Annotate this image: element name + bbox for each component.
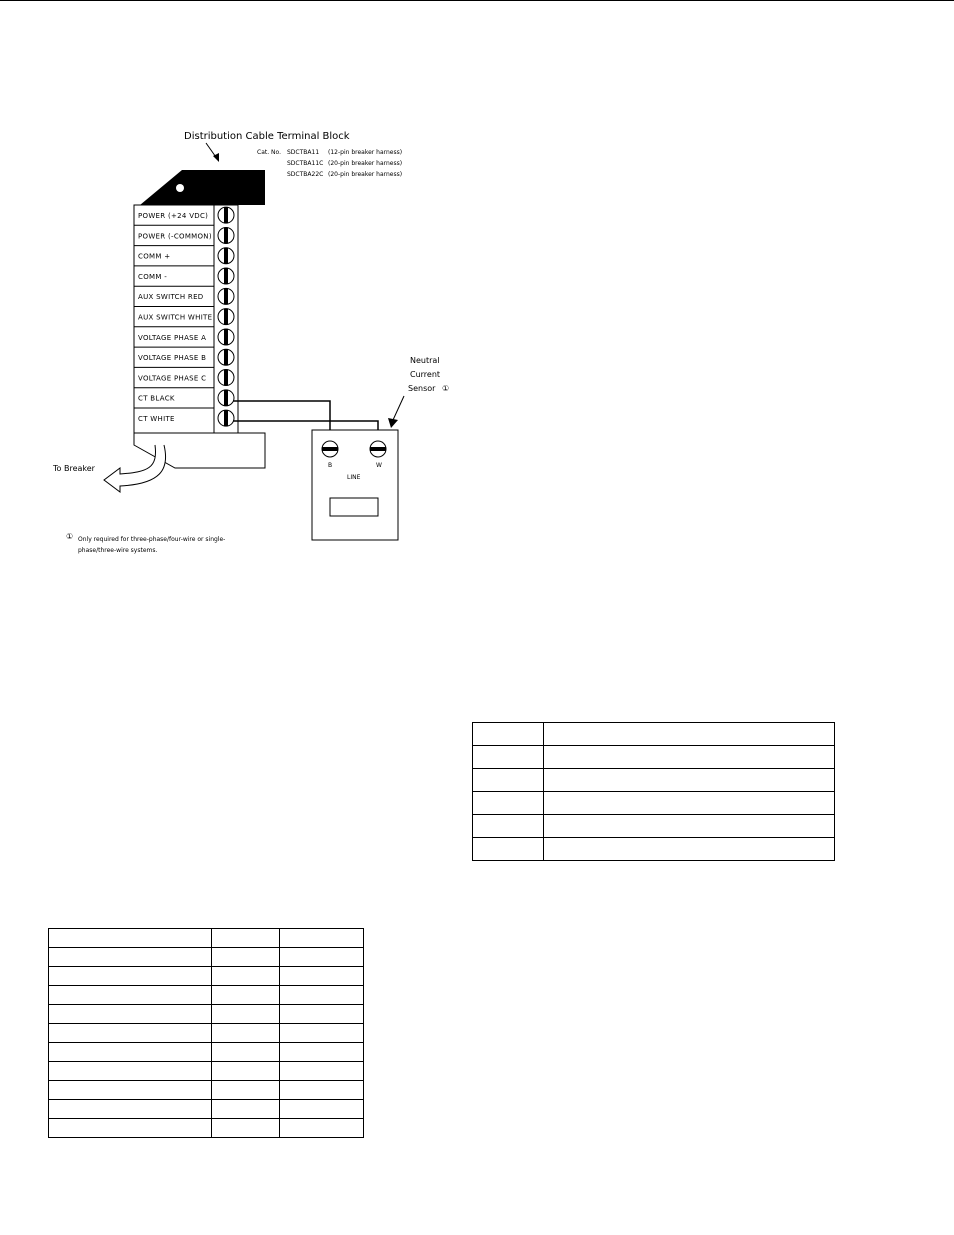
table-right-row (473, 838, 835, 861)
table-left-cell (212, 967, 280, 986)
to-breaker-arrow-icon (104, 445, 166, 492)
sensor-terminal-w-slot (370, 447, 386, 451)
table-right-row (473, 815, 835, 838)
table-left-row (49, 986, 364, 1005)
table-left-cell (280, 1081, 364, 1100)
table-left-cell (49, 1043, 212, 1062)
table-left-cell (212, 1043, 280, 1062)
terminal-label: CT BLACK (138, 394, 175, 403)
table-left-row (49, 1081, 364, 1100)
catalog-code-1: SDCTBA11 (287, 149, 320, 156)
table-right-cell (473, 792, 544, 815)
terminal-screw-slot (224, 268, 228, 284)
terminal-screw-slot (224, 248, 228, 264)
table-left-row (49, 1043, 364, 1062)
table-right-cell (544, 746, 835, 769)
wiring-diagram (0, 0, 954, 600)
table-left-cell (280, 929, 364, 948)
table-right-row (473, 723, 835, 746)
terminal-label: POWER (-COMMON) (138, 232, 212, 241)
terminal-label: AUX SWITCH WHITE (138, 313, 213, 322)
table-right-row (473, 769, 835, 792)
catalog-code-2: SDCTBA11C (287, 160, 324, 167)
table-left-cell (49, 1024, 212, 1043)
table-left-row (49, 967, 364, 986)
footnote-line2: phase/three-wire systems. (78, 547, 158, 554)
terminal-label: CT WHITE (138, 415, 175, 423)
terminal-screw-slot (224, 390, 228, 406)
table-left-row (49, 1024, 364, 1043)
terminal-screw-slot (224, 207, 228, 223)
table-right-cell (544, 815, 835, 838)
table-left-row (49, 1119, 364, 1138)
table-left-cell (49, 1119, 212, 1138)
footnote-marker: ① (66, 532, 74, 541)
table-left-cell (212, 1005, 280, 1024)
table-right-row (473, 792, 835, 815)
table-left-cell (212, 986, 280, 1005)
catalog-desc-3: (20-pin breaker harness) (328, 171, 403, 178)
catalog-desc-2: (20-pin breaker harness) (328, 160, 403, 167)
table-right-cell (544, 838, 835, 861)
table-left-cell (49, 929, 212, 948)
footnote-line1: Only required for three-phase/four-wire or single- (78, 536, 226, 543)
terminal-screw-slot (224, 227, 228, 243)
terminal-screw-slot (224, 370, 228, 386)
table-left-row (49, 948, 364, 967)
sensor-terminal-b-slot (322, 447, 338, 451)
table-left-row (49, 1100, 364, 1119)
terminal-label: VOLTAGE PHASE B (138, 354, 207, 363)
table-right-cell (473, 838, 544, 861)
table-left-cell (280, 1062, 364, 1081)
table-left-cell (280, 986, 364, 1005)
table-left-cell (280, 1100, 364, 1119)
terminal-label: AUX SWITCH RED (138, 293, 204, 302)
terminal-screw-slot (224, 349, 228, 365)
empty-table-right (472, 722, 835, 861)
table-left-cell (212, 948, 280, 967)
terminal-label: VOLTAGE PHASE A (138, 333, 207, 342)
to-breaker-label: To Breaker (53, 464, 95, 473)
table-left-cell (49, 1081, 212, 1100)
table-left-cell (280, 1043, 364, 1062)
catalog-desc-1: (12-pin breaker harness) (328, 149, 403, 156)
table-left-cell (212, 929, 280, 948)
table-left-cell (280, 1005, 364, 1024)
sensor-arrowhead (388, 418, 398, 428)
table-left-cell (49, 986, 212, 1005)
table-right-cell (473, 723, 544, 746)
sensor-label-line2: Current (410, 370, 441, 379)
table-left-cell (49, 948, 212, 967)
table-left-cell (212, 1081, 280, 1100)
empty-table-left (48, 928, 364, 1138)
cat-no-label: Cat. No. (257, 149, 281, 156)
table-left-row (49, 929, 364, 948)
table-left-cell (49, 967, 212, 986)
table-left-cell (212, 1024, 280, 1043)
table-left-cell (49, 1100, 212, 1119)
table-left-cell (280, 967, 364, 986)
diagram-title: Distribution Cable Terminal Block (184, 131, 350, 142)
terminal-label: COMM + (138, 252, 171, 261)
table-left-cell (212, 1100, 280, 1119)
sensor-label-line3: Sensor (408, 384, 436, 393)
terminal-block-cap (140, 170, 265, 205)
table-left-cell (49, 1062, 212, 1081)
table-left-cell (212, 1119, 280, 1138)
mounting-hole-icon (176, 184, 184, 192)
sensor-w-label: W (376, 462, 382, 469)
terminal-label: COMM - (138, 272, 168, 281)
table-right-cell (544, 769, 835, 792)
sensor-arrow (393, 396, 404, 420)
table-left-cell (280, 948, 364, 967)
sensor-line-label: LINE (347, 474, 361, 481)
sensor-footnote-marker: ① (442, 384, 450, 393)
sensor-window (330, 498, 378, 516)
catalog-code-3: SDCTBA22C (287, 171, 324, 178)
table-right-cell (473, 769, 544, 792)
terminal-screw-slot (224, 288, 228, 304)
table-left-row (49, 1005, 364, 1024)
table-right-cell (473, 815, 544, 838)
table-left-cell (212, 1062, 280, 1081)
table-left-cell (49, 1005, 212, 1024)
table-left-cell (280, 1024, 364, 1043)
sensor-label-line1: Neutral (410, 356, 440, 365)
table-left-row (49, 1062, 364, 1081)
table-right-cell (544, 792, 835, 815)
terminal-screw-slot (224, 329, 228, 345)
table-right-cell (473, 746, 544, 769)
table-left-cell (280, 1119, 364, 1138)
sensor-b-label: B (328, 462, 333, 469)
terminal-screw-slot (224, 309, 228, 325)
terminal-screw-slot (224, 410, 228, 426)
table-right-row (473, 746, 835, 769)
table-right-cell (544, 723, 835, 746)
terminal-label: POWER (+24 VDC) (138, 212, 209, 220)
terminal-label: VOLTAGE PHASE C (138, 374, 207, 383)
